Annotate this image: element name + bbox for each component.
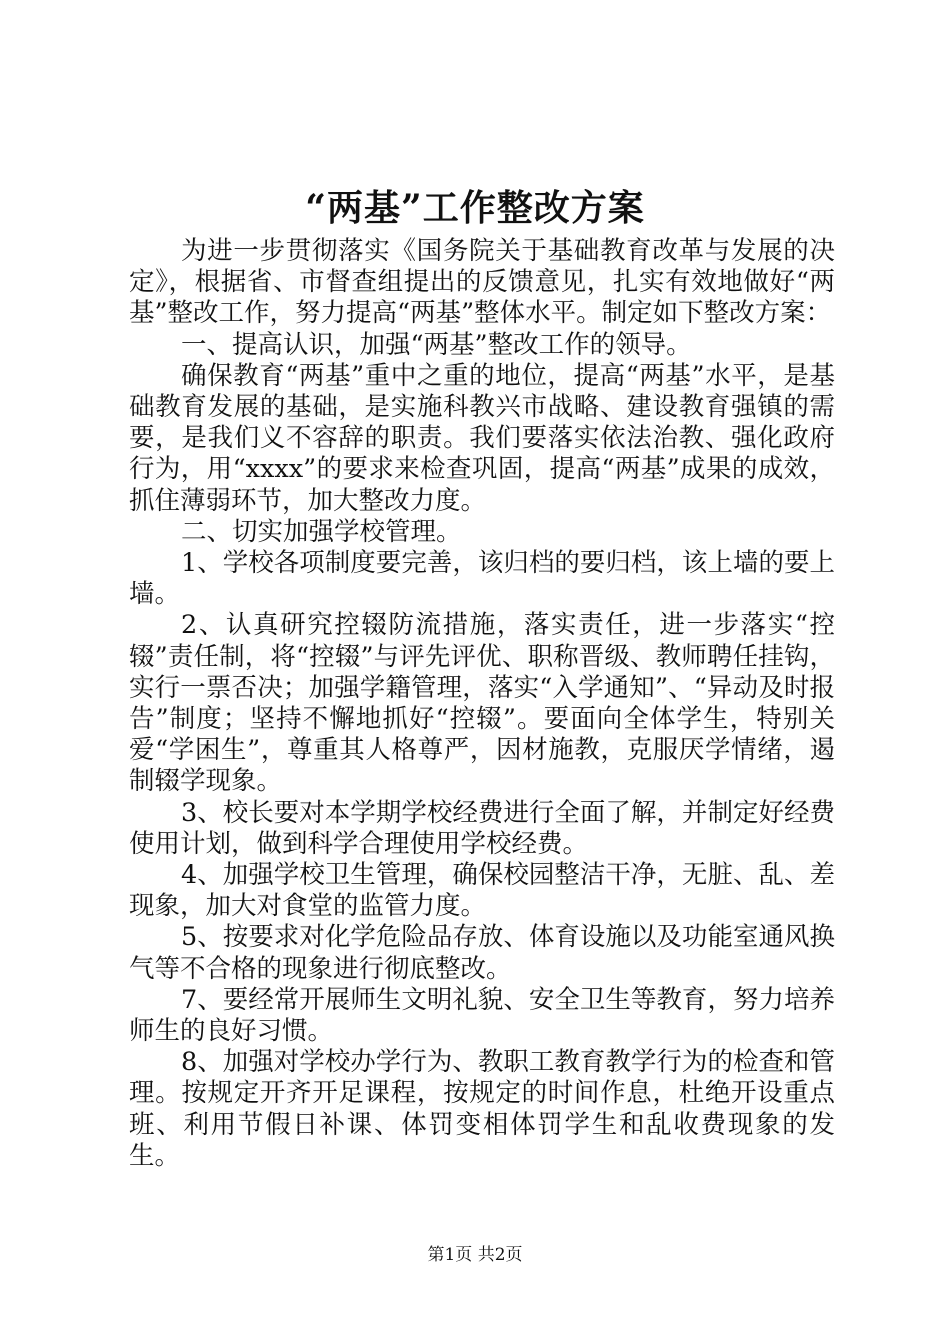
list-item-2: 2、认真研究控辍防流措施，落实责任，进一步落实“控辍”责任制，将“控辍”与评先评优、职称晋级、教师聘任挂钩，实行一票否决；加强学籍管理，落实“入学通知”、“异动及时报告”制度；坚持不懈地抓好“控辍”。要面向全体学生，特别关爱“学困生”，尊重其人格尊严，因材施教，克服厌学情绪，遏制辍学现象。	[129, 610, 835, 797]
section-1-paragraph: 确保教育“两基”重中之重的地位，提高“两基”水平，是基础教育发展的基础，是实施科教兴市战略、建设教育强镇的需要，是我们义不容辞的职责。我们要落实依法治教、强化政府行为，用“xxxx”的要求来检查巩固，提高“两基”成果的成效，抓住薄弱环节，加大整改力度。	[129, 360, 835, 516]
intro-paragraph: 为进一步贯彻落实《国务院关于基础教育改革与发展的决定》，根据省、市督查组提出的反馈意见，扎实有效地做好“两基”整改工作，努力提高“两基”整体水平。制定如下整改方案：	[129, 236, 835, 329]
section-heading-1: 一、提高认识，加强“两基”整改工作的领导。	[181, 329, 692, 360]
section-heading-2: 二、切实加强学校管理。	[181, 516, 462, 547]
list-item-5: 5、按要求对化学危险品存放、体育设施以及功能室通风换气等不合格的现象进行彻底整改。	[129, 922, 835, 984]
list-item-8: 8、加强对学校办学行为、教职工教育教学行为的检查和管理。按规定开齐开足课程，按规定的时间作息，杜绝开设重点班、利用节假日补课、体罚变相体罚学生和乱收费现象的发生。	[129, 1047, 835, 1171]
document-title: “两基”工作整改方案	[305, 187, 645, 229]
document-body	[129, 236, 835, 1172]
list-item-4: 4、加强学校卫生管理，确保校园整洁干净，无脏、乱、差现象，加大对食堂的监管力度。	[129, 860, 835, 922]
list-item-7: 7、要经常开展师生文明礼貌、安全卫生等教育，努力培养师生的良好习惯。	[129, 984, 835, 1047]
list-item-3: 3、校长要对本学期学校经费进行全面了解，并制定好经费使用计划，做到科学合理使用学校经费。	[129, 797, 835, 859]
page-number-footer: 第1页 共2页	[427, 1245, 523, 1265]
list-item-1: 1、学校各项制度要完善，该归档的要归档，该上墙的要上墙。	[129, 548, 835, 610]
